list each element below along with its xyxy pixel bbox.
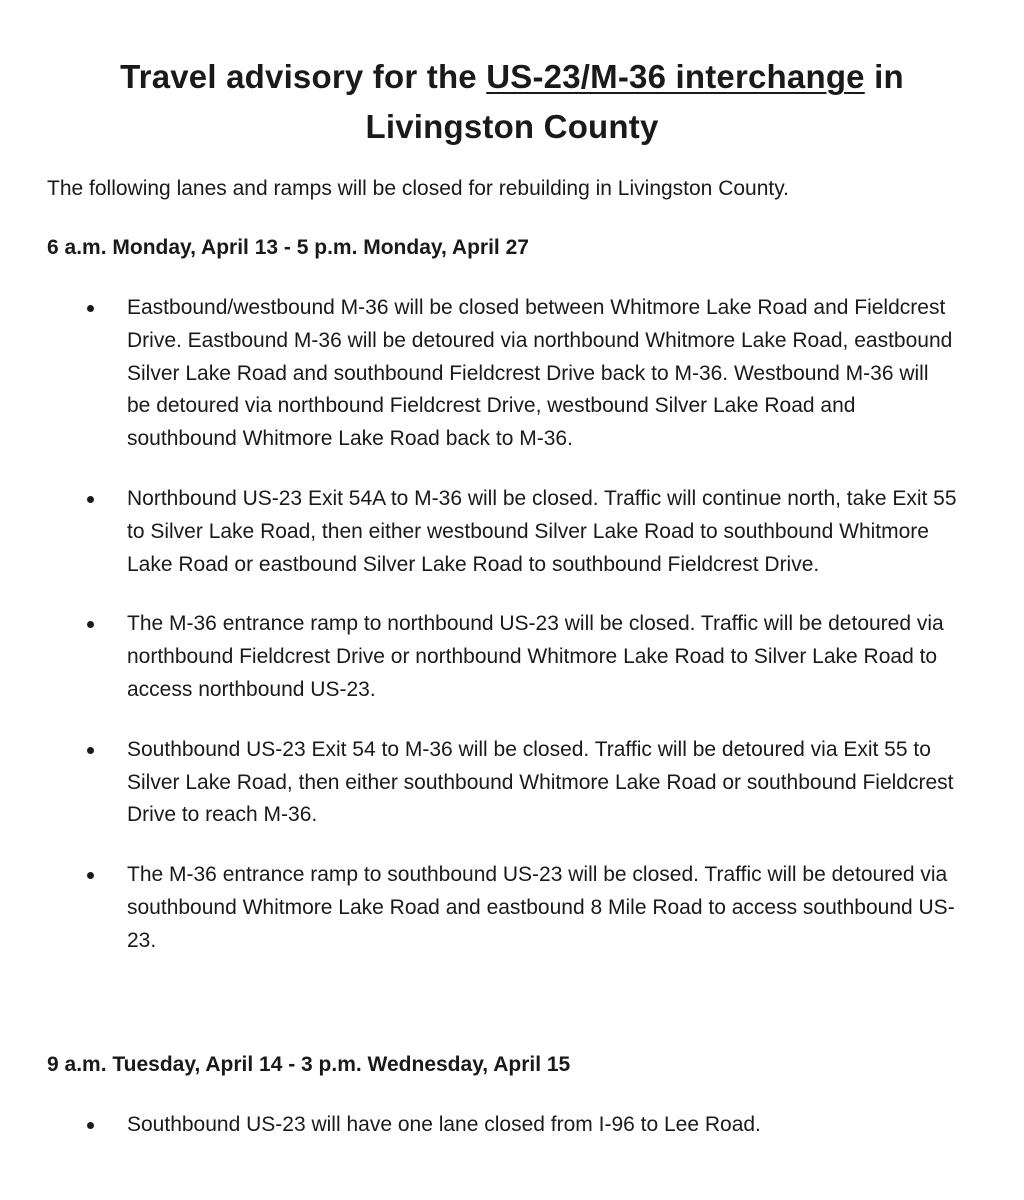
list-item xyxy=(0,734,957,832)
bullet-icon xyxy=(87,496,94,503)
list-item xyxy=(0,483,957,581)
page-title xyxy=(40,52,984,152)
list-item xyxy=(0,608,957,706)
bullet-icon xyxy=(87,1122,94,1129)
list-item-text: Southbound US-23 Exit 54 to M-36 will be closed. Traffic will be detoured via Exit 55 to Silver Lake Road, then either southbound Whitmore Lake Road or southbound Fieldcrest Drive to reach M-36. xyxy=(127,737,954,827)
bullet-icon xyxy=(87,747,94,754)
interchange-link[interactable]: US-23/M-36 interchange xyxy=(486,58,865,95)
list-item-text: Northbound US-23 Exit 54A to M-36 will be closed. Traffic will continue north, take Exit 55 to Silver Lake Road, then either westbound Silver Lake Road to southbound Whitmore Lake Road or eastbound Silver Lake Road to southbound Fieldcrest Drive. xyxy=(127,486,957,576)
bullet-icon xyxy=(87,621,94,628)
intro-paragraph: The following lanes and ramps will be closed for rebuilding in Livingston County. xyxy=(47,177,790,200)
list-item xyxy=(0,1109,957,1142)
bullet-icon xyxy=(87,872,94,879)
list-item-text: The M-36 entrance ramp to northbound US-23 will be closed. Traffic will be detoured via northbound Fieldcrest Drive or northbound Whitmore Lake Road to Silver Lake Road to access northbound US-23. xyxy=(127,612,944,701)
section-2-closure-list xyxy=(0,1109,1024,1169)
list-item-text: Southbound US-23 will have one lane closed from I-96 to Lee Road. xyxy=(127,1113,761,1136)
list-item xyxy=(0,292,957,456)
section-1-closure-list xyxy=(0,292,1024,985)
title-prefix: Travel advisory for the xyxy=(120,58,487,95)
section-2-date-heading: 9 a.m. Tuesday, April 14 - 3 p.m. Wednesday, April 15 xyxy=(47,1053,571,1076)
list-item-text: Eastbound/westbound M-36 will be closed between Whitmore Lake Road and Fieldcrest Drive. Eastbound M-36 will be detoured via northbound Whitmore Lake Road, eastbound Silver Lake Road and southbound Fieldcrest Drive back to M-36. Westbound M-36 will be detoured via northbound Fieldcrest Drive, westbound Silver Lake Road and southbound Whitmore Lake Road back to M-36. xyxy=(127,296,953,451)
list-item-text: The M-36 entrance ramp to southbound US-23 will be closed. Traffic will be detoured via southbound Whitmore Lake Road and eastbound 8 Mile Road to access southbound US-23. xyxy=(127,863,955,952)
title-suffix: in Livingston County xyxy=(365,58,904,145)
bullet-icon xyxy=(87,305,94,312)
section-1-date-heading: 6 a.m. Monday, April 13 - 5 p.m. Monday, April 27 xyxy=(47,236,529,259)
list-item xyxy=(0,859,957,957)
